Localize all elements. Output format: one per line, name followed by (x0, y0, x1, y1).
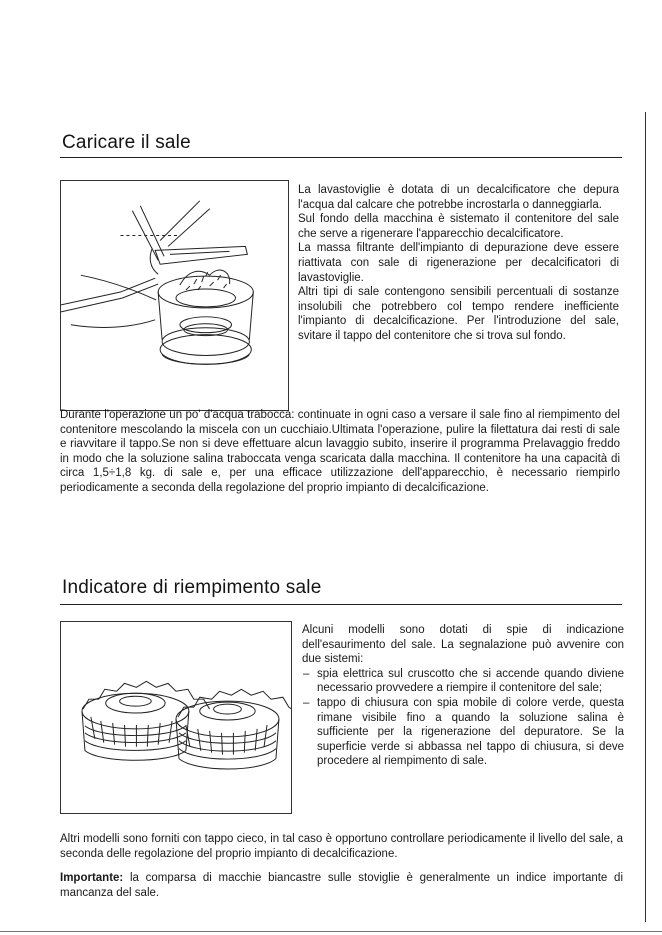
side-paragraph-3: La massa filtrante dell'impianto di depurazione deve essere riattivata con sale di rigenerazione per decalcificatori di lavastoviglie. (298, 242, 619, 284)
section-title-indicatore-riempimento: Indicatore di riempimento sale (62, 577, 322, 598)
page-bottom-edge (0, 931, 662, 932)
indicator-systems-list (302, 667, 624, 769)
section-title-rule (60, 157, 622, 158)
side-paragraph-1: La lavastoviglie è dotata di un decalcificatore che depura l'acqua dal calcare che potrebbe incrostarla o danneggiarla. (298, 184, 619, 211)
important-note-text: la comparsa di macchie biancastre sulle stoviglie è generalmente un indice importante di mancanza del sale. (60, 872, 624, 899)
important-note (60, 871, 623, 900)
side-paragraph-4: Altri tipi di sale contengono sensibili percentuali di sostanze insolubili che potrebbero col tempo rendere inefficiente l'impianto di decalcificazione. Per l'introduzione del sale, svitare il tappo del contenitore che si trova sul fondo. (298, 286, 619, 342)
salt-container-illustration (60, 180, 289, 411)
section2-paragraph: Altri modelli sono forniti con tappo cieco, in tal caso è opportuno controllare periodicamente il livello del sale, a seconda delle regolazione del proprio impianto di decalcificazione. (60, 833, 623, 860)
important-note-label: Importante: (60, 872, 124, 885)
page-edge-line (645, 112, 646, 922)
section2-side-text (302, 623, 624, 769)
section1-full-paragraph (60, 408, 620, 496)
list-item-cap-indicator: – tappo di chiusura con spia mobile di colore verde, questa rimane visibile fino a quando la soluzione salina è sufficiente per la rigenerazione del depuratore. Se la superficie verde si abbassa nel tappo di chiusura, si deve procedere al riempimento di sale. (302, 696, 624, 769)
salt-container-drawing (61, 181, 288, 410)
salt-cap-illustration (60, 621, 292, 814)
full-paragraph: Durante l'operazione un po' d'acqua trabocca: continuate in ogni caso a versare il sale fino al riempimento del contenitore mescolando la miscela con un cucchiaio.Ultimata l'operazione, pulire la filettatura dai resti di sale e riavvitare il tappo.Se non si deve effettuare alcun lavaggio subito, inserire il programma Prelavaggio freddo in modo che la soluzione salina traboccata venga scaricata dalla macchina. Il contenitore ha una capacità di circa 1,5÷1,8 kg. di sale e, per una efficace utilizzazione dell'apparecchio, è necessario riempirlo periodicamente a seconda della regolazione del proprio impianto di decalcificazione. (60, 409, 620, 494)
side-paragraph-2: Sul fondo della macchina è sistemato il contenitore del sale che serve a rigenerare l'apparecchio decalcificatore. (298, 213, 619, 240)
section2-intro: Alcuni modelli sono dotati di spie di indicazione dell'esaurimento del sale. La segnalazione può avvenire con due sistemi: (302, 624, 624, 666)
section2-title-rule (60, 604, 622, 605)
section-title-caricare-sale: Caricare il sale (62, 132, 191, 153)
section1-side-text (298, 183, 619, 344)
salt-caps-drawing (61, 622, 291, 813)
section2-bottom-text (60, 832, 623, 900)
list-item-electric-light: – spia elettrica sul cruscotto che si accende quando diviene necessario provvedere a riempire il contenitore del sale; (302, 667, 624, 696)
